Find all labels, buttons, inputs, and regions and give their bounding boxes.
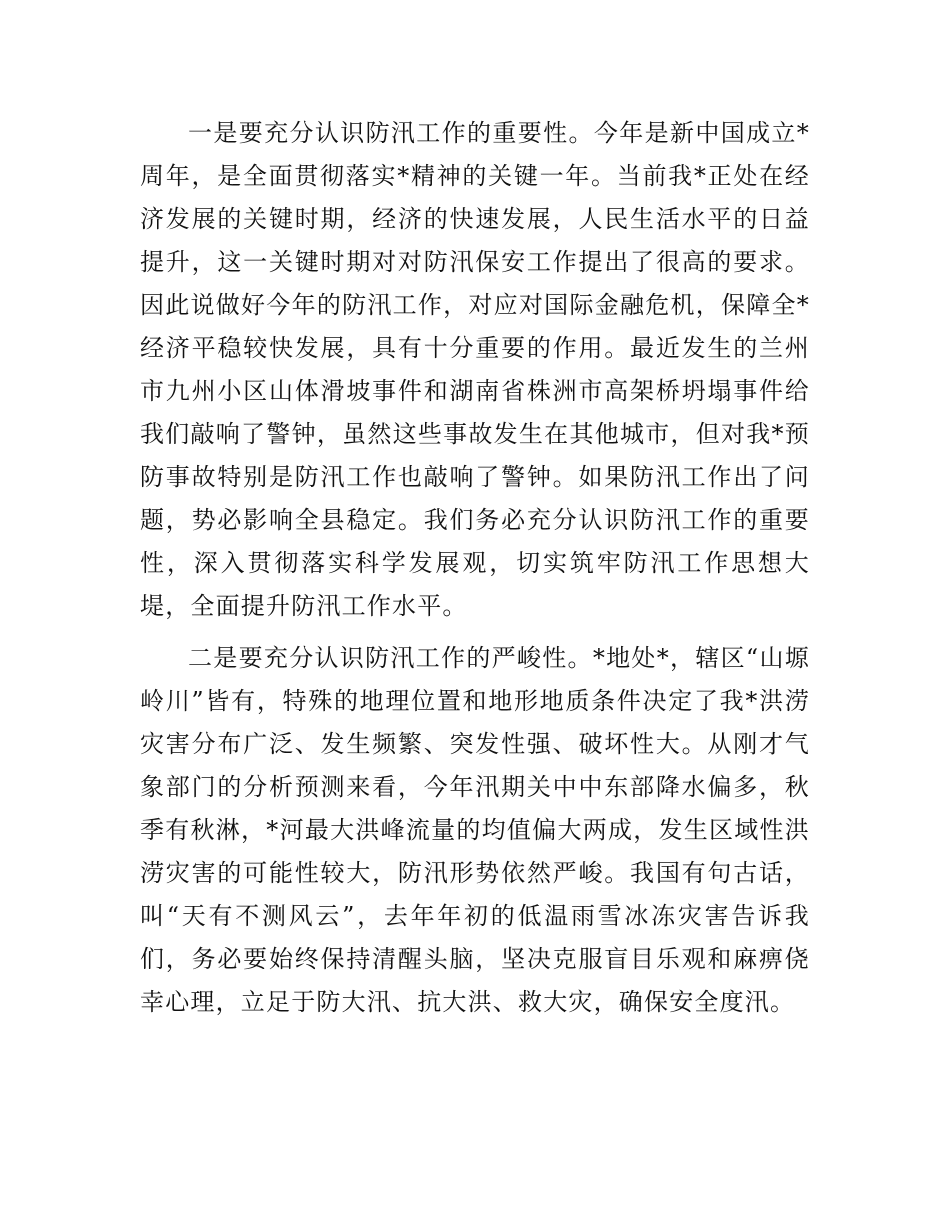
document-body: [140, 112, 810, 1024]
paragraph-importance: 一是要充分认识防汛工作的重要性。今年是新中国成立*周年，是全面贯彻落实*精神的关键一年。当前我*正处在经济发展的关键时期，经济的快速发展，人民生活水平的日益提升，这一关键时期对对防汛保安工作提出了很高的要求。因此说做好今年的防汛工作，对应对国际金融危机，保障全*经济平稳较快发展，具有十分重要的作用。最近发生的兰州市九州小区山体滑坡事件和湖南省株洲市高架桥坍塌事件给我们敲响了警钟，虽然这些事故发生在其他城市，但对我*预防事故特别是防汛工作也敲响了警钟。如果防汛工作出了问题，势必影响全县稳定。我们务必充分认识防汛工作的重要性，深入贯彻落实科学发展观，切实筑牢防汛工作思想大堤，全面提升防汛工作水平。: [140, 119, 810, 620]
paragraph-severity: 二是要充分认识防汛工作的严峻性。*地处*，辖区“山塬岭川”皆有，特殊的地理位置和地形地质条件决定了我*洪涝灾害分布广泛、发生频繁、突发性强、破坏性大。从刚才气象部门的分析预测来看，今年汛期关中中东部降水偏多，秋季有秋淋，*河最大洪峰流量的均值偏大两成，发生区域性洪涝灾害的可能性较大，防汛形势依然严峻。我国有句古话，叫“天有不测风云”，去年年初的低温雨雪冰冻灾害告诉我们，务必要始终保持清醒头脑，坚决克服盲目乐观和麻痹侥幸心理，立足于防大汛、抗大洪、救大灾，确保安全度汛。: [140, 644, 810, 1016]
